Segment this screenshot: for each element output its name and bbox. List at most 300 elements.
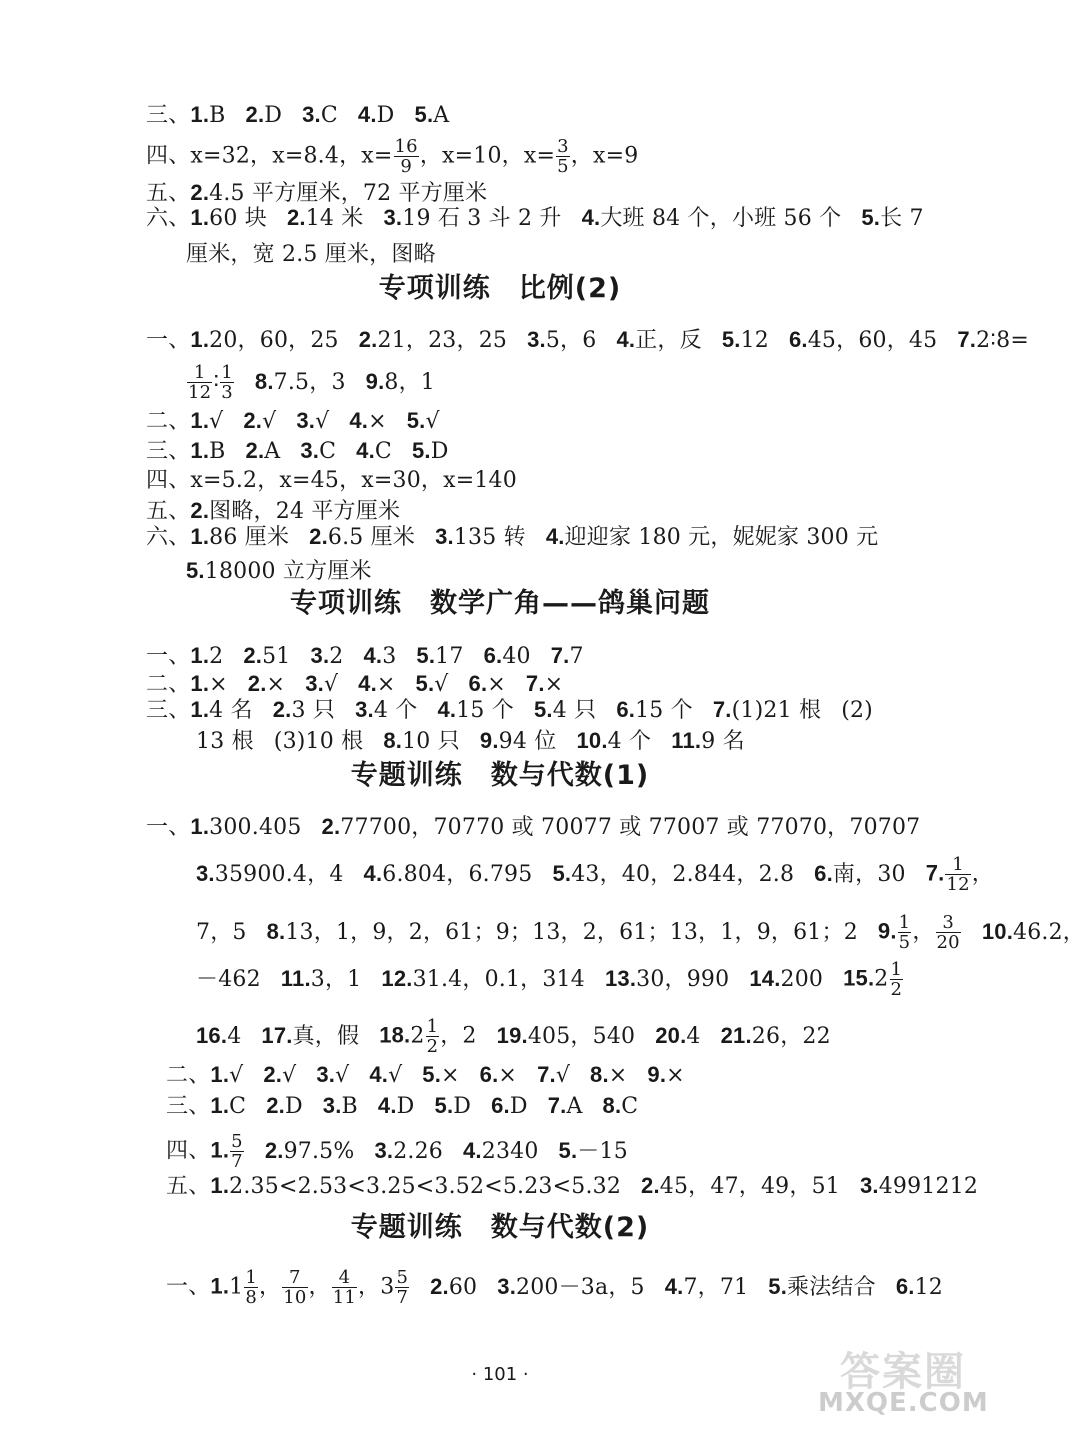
question-number: 10. <box>981 919 1014 944</box>
answer-line <box>196 855 994 894</box>
answer-text: × <box>544 672 564 697</box>
question-number: 9. <box>479 728 499 753</box>
question-number: 3. <box>310 643 330 668</box>
answer-text: ， <box>259 1274 282 1300</box>
question-number: 1. <box>190 327 210 352</box>
answer-text: 8，1 <box>384 370 436 395</box>
question-number: 5. <box>415 671 435 696</box>
answer-text: 12 <box>740 328 769 353</box>
question-number: 3. <box>302 102 321 127</box>
answer-text: 4 个 <box>373 698 418 723</box>
question-number: 21. <box>720 1023 752 1048</box>
answer-text: D <box>284 1094 303 1119</box>
answer-text: D <box>396 1094 415 1119</box>
watermark-logo <box>818 1340 988 1420</box>
answer-text: 三、 <box>166 1094 211 1119</box>
question-number: 1. <box>210 1093 230 1118</box>
answer-item <box>302 100 338 131</box>
answer-line <box>196 960 904 999</box>
answer-item <box>497 1272 644 1303</box>
answer-line <box>166 1268 943 1307</box>
answer-text: B <box>209 103 226 128</box>
answer-text: A <box>566 1094 583 1119</box>
question-number: 17. <box>261 1023 293 1048</box>
answer-text: √ <box>335 1063 350 1088</box>
answer-item <box>349 406 386 437</box>
answer-text: 五、 <box>146 499 191 524</box>
answer-item <box>437 695 514 726</box>
answer-item <box>721 1021 831 1052</box>
question-number: 7. <box>712 697 732 722</box>
question-number: 4. <box>356 438 375 463</box>
question-number: 2. <box>286 205 306 230</box>
answer-text: √ <box>323 672 339 697</box>
answer-text: 7，71 <box>683 1275 749 1300</box>
answer-text: 2340 <box>481 1139 539 1164</box>
question-number: 8. <box>590 1062 609 1087</box>
answer-text: 4 只 <box>552 698 597 723</box>
question-number: 4. <box>437 697 457 722</box>
question-number: 3. <box>435 524 454 549</box>
question-number: 5. <box>721 327 741 352</box>
answer-line <box>186 363 435 402</box>
fraction-numerator: 3 <box>557 136 569 157</box>
answer-text: 2∶8= <box>976 328 1030 353</box>
answer-text: 乘法结合 <box>787 1275 876 1300</box>
answer-item <box>407 406 440 437</box>
answer-line <box>146 812 920 843</box>
answer-text: C <box>319 439 337 464</box>
fraction-numerator: 1 <box>426 1016 439 1037</box>
answer-item <box>166 1132 245 1171</box>
answer-item <box>641 1171 840 1202</box>
answer-item <box>296 406 329 437</box>
answer-text: 26，22 <box>751 1024 831 1049</box>
answer-text: 60 块 <box>209 206 267 231</box>
question-number: 6. <box>491 1093 510 1118</box>
fraction <box>220 363 234 402</box>
question-number: 6. <box>616 697 636 722</box>
question-number: 1. <box>190 102 210 127</box>
answer-line <box>146 406 440 437</box>
answer-text: 9 名 <box>701 729 745 754</box>
answer-text: C <box>374 439 392 464</box>
answer-item <box>422 1060 459 1091</box>
question-number: 8. <box>383 728 403 753</box>
question-number: 11. <box>280 966 311 991</box>
question-number: 7. <box>550 643 570 668</box>
answer-item <box>415 100 450 131</box>
question-number: 5. <box>861 205 881 230</box>
fraction <box>230 1132 244 1171</box>
answer-item <box>274 727 364 757</box>
answer-item <box>196 859 344 890</box>
answer-item <box>267 917 858 948</box>
answer-text: 14 米 <box>305 206 364 231</box>
answer-item <box>196 965 261 995</box>
fraction-numerator: 1 <box>890 959 903 980</box>
answer-text: 2.35<2.53<3.25<3.52<5.23<5.32 <box>229 1174 622 1199</box>
answer-text: 2 <box>874 966 889 992</box>
answer-item <box>323 1091 358 1122</box>
answer-item <box>166 1060 243 1091</box>
answer-item <box>186 363 235 402</box>
answer-text: 97.5% <box>283 1139 355 1164</box>
answer-item <box>982 917 1085 948</box>
answer-text: C <box>320 103 338 128</box>
fraction-denominator: 7 <box>396 1287 409 1308</box>
fraction-denominator: 12 <box>946 874 970 895</box>
question-number: 4. <box>581 205 601 230</box>
fraction <box>395 1268 409 1307</box>
answer-item <box>246 436 281 467</box>
answer-item <box>926 855 994 894</box>
question-number: 4. <box>545 524 565 549</box>
answer-item <box>603 1091 639 1122</box>
answer-item <box>186 240 436 270</box>
answer-text: ，x=10，x= <box>419 143 556 169</box>
question-number: 5. <box>552 861 572 886</box>
question-number: 7. <box>925 860 945 886</box>
question-number: 5. <box>434 1093 454 1118</box>
answer-item <box>281 964 362 995</box>
answer-text: 19 石 3 斗 2 升 <box>402 206 562 231</box>
fraction <box>556 137 570 176</box>
question-number: 5. <box>411 438 431 463</box>
fraction-numerator: 1 <box>221 362 233 383</box>
answer-text: ，x=9 <box>570 143 639 169</box>
question-number: 16. <box>196 1023 228 1048</box>
answer-item <box>146 100 226 131</box>
fraction-numerator: 16 <box>394 136 418 157</box>
answer-item <box>416 641 463 672</box>
question-number: 1. <box>190 814 210 839</box>
answer-item <box>665 1272 749 1303</box>
answer-item <box>559 1136 628 1167</box>
question-number: 1. <box>210 1062 230 1087</box>
answer-line <box>166 1132 628 1171</box>
fraction-denominator: 8 <box>245 1287 258 1308</box>
watermark-logo-text: 答案圈 <box>840 1349 966 1395</box>
answer-text: D <box>264 103 283 128</box>
answer-text: × <box>666 1063 685 1088</box>
answer-text: 77700，70770 或 70077 或 77007 或 77070，70707 <box>340 815 921 840</box>
fraction-denominator: 20 <box>936 932 960 953</box>
question-number: 2. <box>264 1138 284 1163</box>
answer-text: 405，540 <box>527 1024 636 1049</box>
answer-line <box>166 1060 685 1091</box>
answer-text: D <box>453 1094 472 1119</box>
question-number: 2. <box>243 408 263 433</box>
answer-text: 94 位 <box>498 729 557 754</box>
answer-text: (3)10 根 <box>273 728 364 754</box>
answer-item <box>243 406 276 437</box>
answer-text: ， <box>308 1274 331 1300</box>
answer-item <box>537 1060 570 1091</box>
answer-text: 正，反 <box>635 328 702 353</box>
section-heading: 专题训练 数与代数(1) <box>350 760 650 791</box>
answer-line <box>196 913 1085 952</box>
answer-text: 2.26 <box>393 1139 443 1164</box>
answer-text: 1 <box>229 1274 244 1300</box>
fraction <box>890 960 904 999</box>
question-number: 8. <box>602 1093 622 1118</box>
answer-text: 南，30 <box>832 862 906 887</box>
question-number: 7. <box>537 1062 556 1087</box>
answer-text: 五、 <box>146 181 191 206</box>
answer-text: × <box>498 1063 518 1088</box>
question-number: 5. <box>414 102 434 127</box>
question-number: 3. <box>355 697 374 722</box>
answer-item <box>381 964 585 995</box>
question-number: 4. <box>463 1138 482 1163</box>
question-number: 18. <box>379 1022 411 1048</box>
question-number: 3. <box>296 408 316 433</box>
question-number: 6. <box>479 1062 499 1087</box>
answer-text: 3 <box>382 644 397 669</box>
answer-item <box>383 726 460 757</box>
answer-item <box>146 641 223 672</box>
answer-item <box>378 1091 415 1122</box>
question-number: 2. <box>321 814 341 839</box>
answer-text: 2 <box>410 1023 425 1049</box>
answer-text: × <box>368 409 387 434</box>
fraction-denominator: 7 <box>231 1151 243 1172</box>
answer-item <box>616 325 701 356</box>
question-number: 1. <box>190 697 210 722</box>
question-number: 3. <box>300 438 320 463</box>
answer-line <box>146 203 924 234</box>
answer-text: (2) <box>841 697 873 723</box>
fraction-denominator: 2 <box>426 1036 439 1057</box>
question-number: 6. <box>814 861 833 886</box>
question-number: 1. <box>210 1173 230 1198</box>
answer-text: 4991212 <box>878 1174 979 1199</box>
question-number: 1. <box>190 643 210 668</box>
fraction-numerator: 1 <box>945 855 970 875</box>
question-number: 2. <box>430 1274 449 1299</box>
answer-text: 20，60，25 <box>209 328 339 353</box>
answer-item <box>582 203 842 234</box>
answer-text: 31.4，0.1，314 <box>412 967 585 992</box>
answer-line <box>146 325 1029 356</box>
answer-item <box>861 203 923 234</box>
question-number: 11. <box>671 728 702 753</box>
question-number: 2. <box>190 498 210 523</box>
question-number: 3. <box>196 861 215 886</box>
answer-item <box>287 203 364 234</box>
answer-item <box>363 641 396 672</box>
answer-text: 21，23，25 <box>377 328 508 353</box>
answer-text: 13，1，9，2，61；9；13，2，61；13，1，9，61；2 <box>285 920 858 945</box>
answer-item <box>616 695 693 726</box>
question-number: 7. <box>547 1093 567 1118</box>
answer-text: 6.5 厘米 <box>327 525 416 550</box>
answer-item <box>369 1060 402 1091</box>
answer-item <box>749 964 823 995</box>
answer-item <box>146 466 517 496</box>
answer-item <box>768 1272 876 1303</box>
fraction-numerator: 5 <box>231 1131 243 1152</box>
answer-text: 40 <box>502 644 531 669</box>
answer-item <box>196 727 254 757</box>
answer-text: 五、 <box>166 1174 211 1199</box>
answer-item <box>316 1060 349 1091</box>
question-number: 9. <box>647 1062 667 1087</box>
answer-item <box>605 964 729 995</box>
answer-item <box>166 1268 410 1307</box>
fraction-numerator: 1 <box>245 1267 258 1288</box>
answer-text: 51 <box>262 644 291 669</box>
answer-text: 4 个 <box>607 729 652 754</box>
answer-line <box>196 726 745 757</box>
answer-text: 3，1 <box>310 967 362 992</box>
answer-text: 15 个 <box>635 698 693 723</box>
answer-text: 厘米，宽 2.5 厘米，图略 <box>186 242 436 267</box>
answer-text: 45，60，45 <box>807 328 938 353</box>
answer-text: －462 <box>196 966 261 992</box>
question-number: 1. <box>190 408 210 433</box>
answer-text: 二、 <box>146 672 191 697</box>
answer-item <box>166 1171 621 1202</box>
answer-text: ∶ <box>213 369 220 395</box>
question-number: 2. <box>247 671 267 696</box>
answer-text: C <box>621 1094 639 1119</box>
answer-item <box>722 325 769 356</box>
answer-text: 18000 立方厘米 <box>204 559 372 584</box>
answer-item <box>146 522 289 553</box>
question-number: 14. <box>749 966 781 991</box>
answer-text: 13 根 <box>196 728 254 754</box>
answer-item <box>196 1021 241 1052</box>
question-number: 4. <box>616 327 636 352</box>
page-number: · 101 · <box>471 1364 529 1385</box>
answer-text: √ <box>229 1063 244 1088</box>
answer-item <box>309 522 415 553</box>
question-number: 2. <box>358 327 378 352</box>
answer-item <box>384 203 562 234</box>
answer-item <box>491 1091 528 1122</box>
answer-text: －15 <box>577 1139 628 1164</box>
answer-line <box>146 137 638 176</box>
answer-text: 2 <box>209 644 224 669</box>
answer-line <box>196 1017 831 1056</box>
fraction-denominator: 2 <box>890 979 903 1000</box>
question-number: 6. <box>895 1274 915 1299</box>
fraction <box>945 855 970 894</box>
answer-text: 四、 <box>166 1138 211 1164</box>
answer-text: 43，40，2.844，2.8 <box>571 862 795 887</box>
fraction-denominator: 9 <box>400 156 412 177</box>
answer-line <box>166 1171 978 1202</box>
question-number: 10. <box>576 728 608 753</box>
question-number: 2. <box>309 524 328 549</box>
question-number: 3. <box>322 1093 342 1118</box>
answer-text: (1)21 根 <box>731 698 822 723</box>
answer-text: 图略，24 平方厘米 <box>209 499 401 524</box>
question-number: 2. <box>243 643 263 668</box>
answer-text: 4 <box>227 1024 242 1049</box>
fraction <box>426 1017 440 1056</box>
answer-item <box>146 812 302 843</box>
question-number: 5. <box>186 558 205 583</box>
answer-item <box>355 695 417 726</box>
fraction-numerator: 1 <box>898 912 911 933</box>
question-number: 2. <box>245 102 265 127</box>
fraction <box>898 913 912 952</box>
answer-item <box>261 1021 359 1052</box>
answer-text: 一、 <box>146 644 191 669</box>
fraction-numerator: 1 <box>187 363 212 383</box>
question-number: 4. <box>363 861 383 886</box>
question-number: 2. <box>641 1173 660 1198</box>
answer-text: D <box>430 439 449 464</box>
answer-item <box>548 1091 583 1122</box>
fraction-numerator: 5 <box>396 1267 409 1288</box>
answer-item <box>311 641 344 672</box>
answer-text: √ <box>425 409 440 434</box>
question-number: 5. <box>768 1274 788 1299</box>
answer-text: 2 <box>329 644 344 669</box>
question-number: 3. <box>497 1274 517 1299</box>
answer-text: 45，47，49，51 <box>659 1174 840 1199</box>
answer-text: ，3 <box>358 1274 395 1300</box>
answer-line <box>166 1091 638 1122</box>
fraction <box>332 1268 357 1307</box>
fraction-denominator: 5 <box>557 156 569 177</box>
answer-item <box>957 325 1029 356</box>
answer-item <box>374 1136 443 1167</box>
section-heading: 专题训练 数与代数(2) <box>350 1212 650 1243</box>
fraction <box>244 1268 258 1307</box>
question-number: 4. <box>349 408 369 433</box>
answer-text: × <box>376 672 396 697</box>
answer-text: 4 名 <box>209 698 253 723</box>
answer-text: √ <box>209 409 224 434</box>
question-number: 4. <box>363 643 383 668</box>
answer-item <box>186 556 372 587</box>
answer-text: × <box>209 672 228 697</box>
answer-text: 200－3a，5 <box>516 1275 645 1300</box>
answer-text: 一、 <box>146 328 191 353</box>
fraction <box>394 137 419 176</box>
answer-text: 六、 <box>146 525 191 550</box>
answer-text: 60 <box>448 1275 478 1300</box>
fraction-numerator: 3 <box>936 913 961 933</box>
answer-item <box>166 1091 246 1122</box>
question-number: 2. <box>266 1093 285 1118</box>
answer-item <box>841 696 873 726</box>
answer-text: 6.804，6.795 <box>382 862 533 887</box>
answer-item <box>243 641 290 672</box>
answer-text: 10 只 <box>402 729 460 754</box>
fraction-numerator: 4 <box>332 1268 357 1288</box>
answer-text: × <box>487 672 506 697</box>
answer-line <box>146 695 873 726</box>
answer-item <box>265 1136 355 1167</box>
answer-text: ， <box>971 861 994 887</box>
answer-text: √ <box>262 409 277 434</box>
answer-item <box>263 1060 296 1091</box>
section-heading: 专项训练 数学广角——鸽巢问题 <box>290 588 710 619</box>
answer-item <box>843 960 904 999</box>
answer-item <box>789 325 937 356</box>
question-number: 1. <box>190 205 210 230</box>
question-number: 1. <box>190 671 210 696</box>
answer-item <box>484 641 531 672</box>
answer-item <box>379 1017 476 1056</box>
answer-text: 真，假 <box>292 1024 360 1049</box>
